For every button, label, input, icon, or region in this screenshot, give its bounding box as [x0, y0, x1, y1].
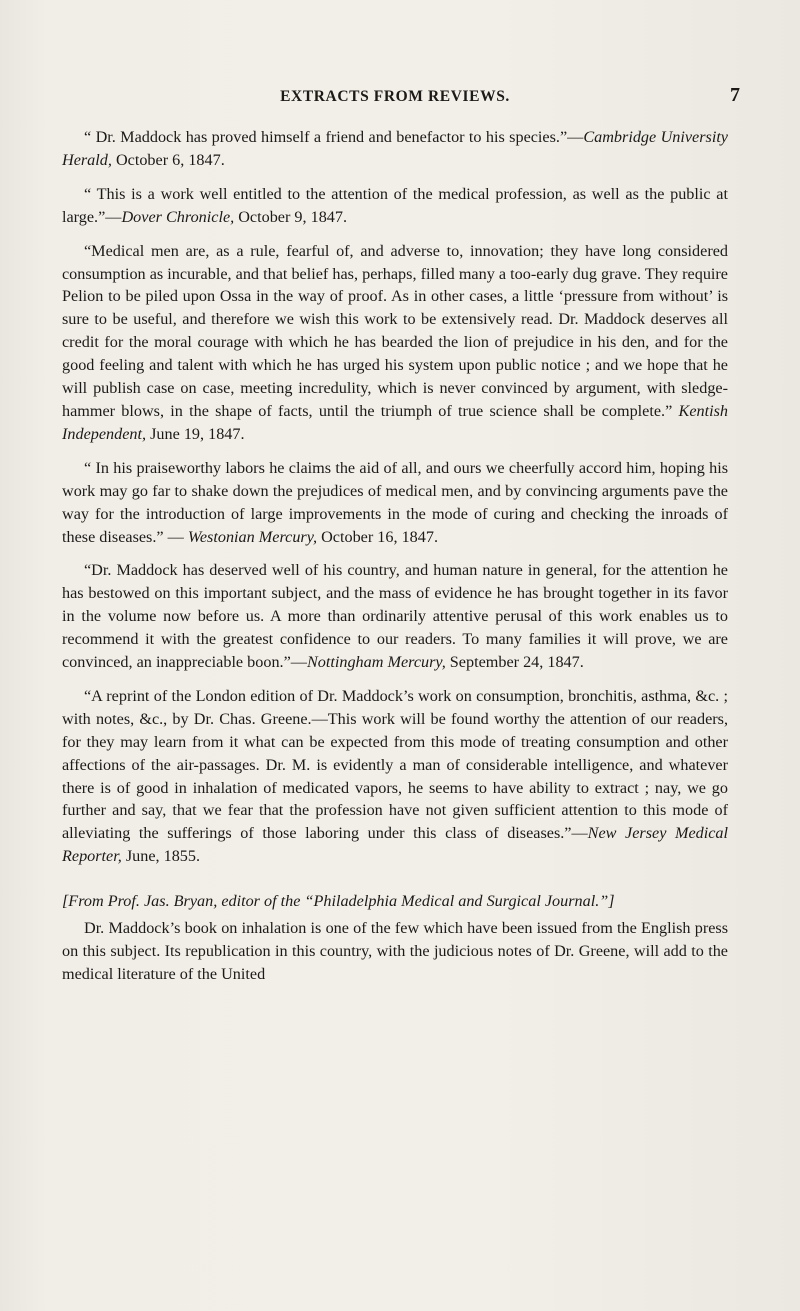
editor-attribution	[62, 890, 728, 913]
quote-text: “ Dr. Maddock has proved himself a friend and benefactor to his species.”—	[84, 128, 584, 146]
review-extract	[62, 240, 728, 446]
review-extract	[62, 685, 728, 868]
review-extract	[62, 183, 728, 229]
running-head: EXTRACTS FROM REVIEWS.	[280, 88, 510, 105]
source-name: New Jersey Medical Reporter,	[62, 824, 728, 866]
review-extract	[62, 126, 728, 172]
page-header	[62, 84, 740, 112]
source-name: Westonian Mercury,	[187, 527, 318, 546]
source-date: October 16, 1847.	[317, 527, 438, 546]
source-date: October 6, 1847.	[111, 150, 225, 169]
review-extract	[62, 457, 728, 549]
source-date: June 19, 1847.	[146, 424, 245, 443]
quote-text: “A reprint of the London edition of Dr. Maddock’s work on consumption, bronchitis, asthma, &c. ; with notes, &c., by Dr. Chas. Greene.—This work will be found worthy the attention of our readers, for they may learn from it what can be expected from this mode of treating consumption and other affections of the air-passages. Dr. M. is evidently a man of considerable intelligence, and whatever there is of good in inhalation of medicated vapors, he seems to have ability to extract ; nay, we go further and say, that we fear that the profession have not given sufficient attention to this mode of alleviating the sufferings of those laboring under this class of diseases.”—	[62, 686, 728, 843]
source-name: Nottingham Mercury,	[306, 653, 446, 672]
quote-text: “Dr. Maddock has deserved well of his country, and human nature in general, for the attention he has bestowed on this important subject, and the mass of evidence he has brought together in its favor in the volume now before us. A more than ordinarily attentive perusal of this work enables us to recommend it with the greatest confidence to our readers. To many families it will prove, we are convinced, an inappreciable boon.”—	[62, 561, 728, 672]
source-date: September 24, 1847.	[445, 653, 584, 672]
page-body	[62, 118, 728, 997]
quote-text: “ This is a work well entitled to the attention of the medical profession, as well as the public at large.”—	[62, 184, 728, 226]
quote-text: “ In his praiseworthy labors he claims the aid of all, and ours we cheerfully accord him, hoping his work may go far to shake down the prejudices of medical men, and by convincing arguments pave the way for the introduction of large improvements in the mode of curing and checking the inroads of these diseases.” —	[62, 458, 728, 546]
review-extract-continued: Dr. Maddock’s book on inhalation is one of the few which have been issued from the English press on this subject. Its republication in this country, with the judicious notes of Dr. Greene, will add to the medical literature of the United	[62, 919, 728, 983]
source-name: Cambridge University Herald,	[62, 128, 728, 169]
source-date: June, 1855.	[121, 847, 201, 866]
page-number: 7	[730, 84, 740, 106]
quote-text: “Medical men are, as a rule, fearful of, and adverse to, innovation; they have long considered consumption as incurable, and that belief has, perhaps, filled many a too-early dug grave. They require Pelion to be piled upon Ossa in the way of proof. As in other cases, a little ‘pressure from without’ is sure to be useful, and therefore we wish this work to be extensively read. Dr. Maddock deserves all credit for the moral courage with which he has bearded the lion of prejudice in his den, and for the good feeling and talent with which he has urged his system upon public notice ; and we hope that he will publish case on case, meeting incredulity, which is never convinced by argument, with sledge-hammer blows, in the shape of facts, until the triumph of true science shall be complete.”	[62, 241, 728, 420]
source-name: Dover Chronicle,	[121, 207, 235, 226]
attribution-text: [From Prof. Jas. Bryan, editor of the “Philadelphia Medical and Surgical Journal.”]	[62, 892, 615, 911]
source-name: Kentish Independent,	[62, 401, 728, 443]
source-date: October 9, 1847.	[234, 207, 348, 226]
review-extract	[62, 559, 728, 674]
